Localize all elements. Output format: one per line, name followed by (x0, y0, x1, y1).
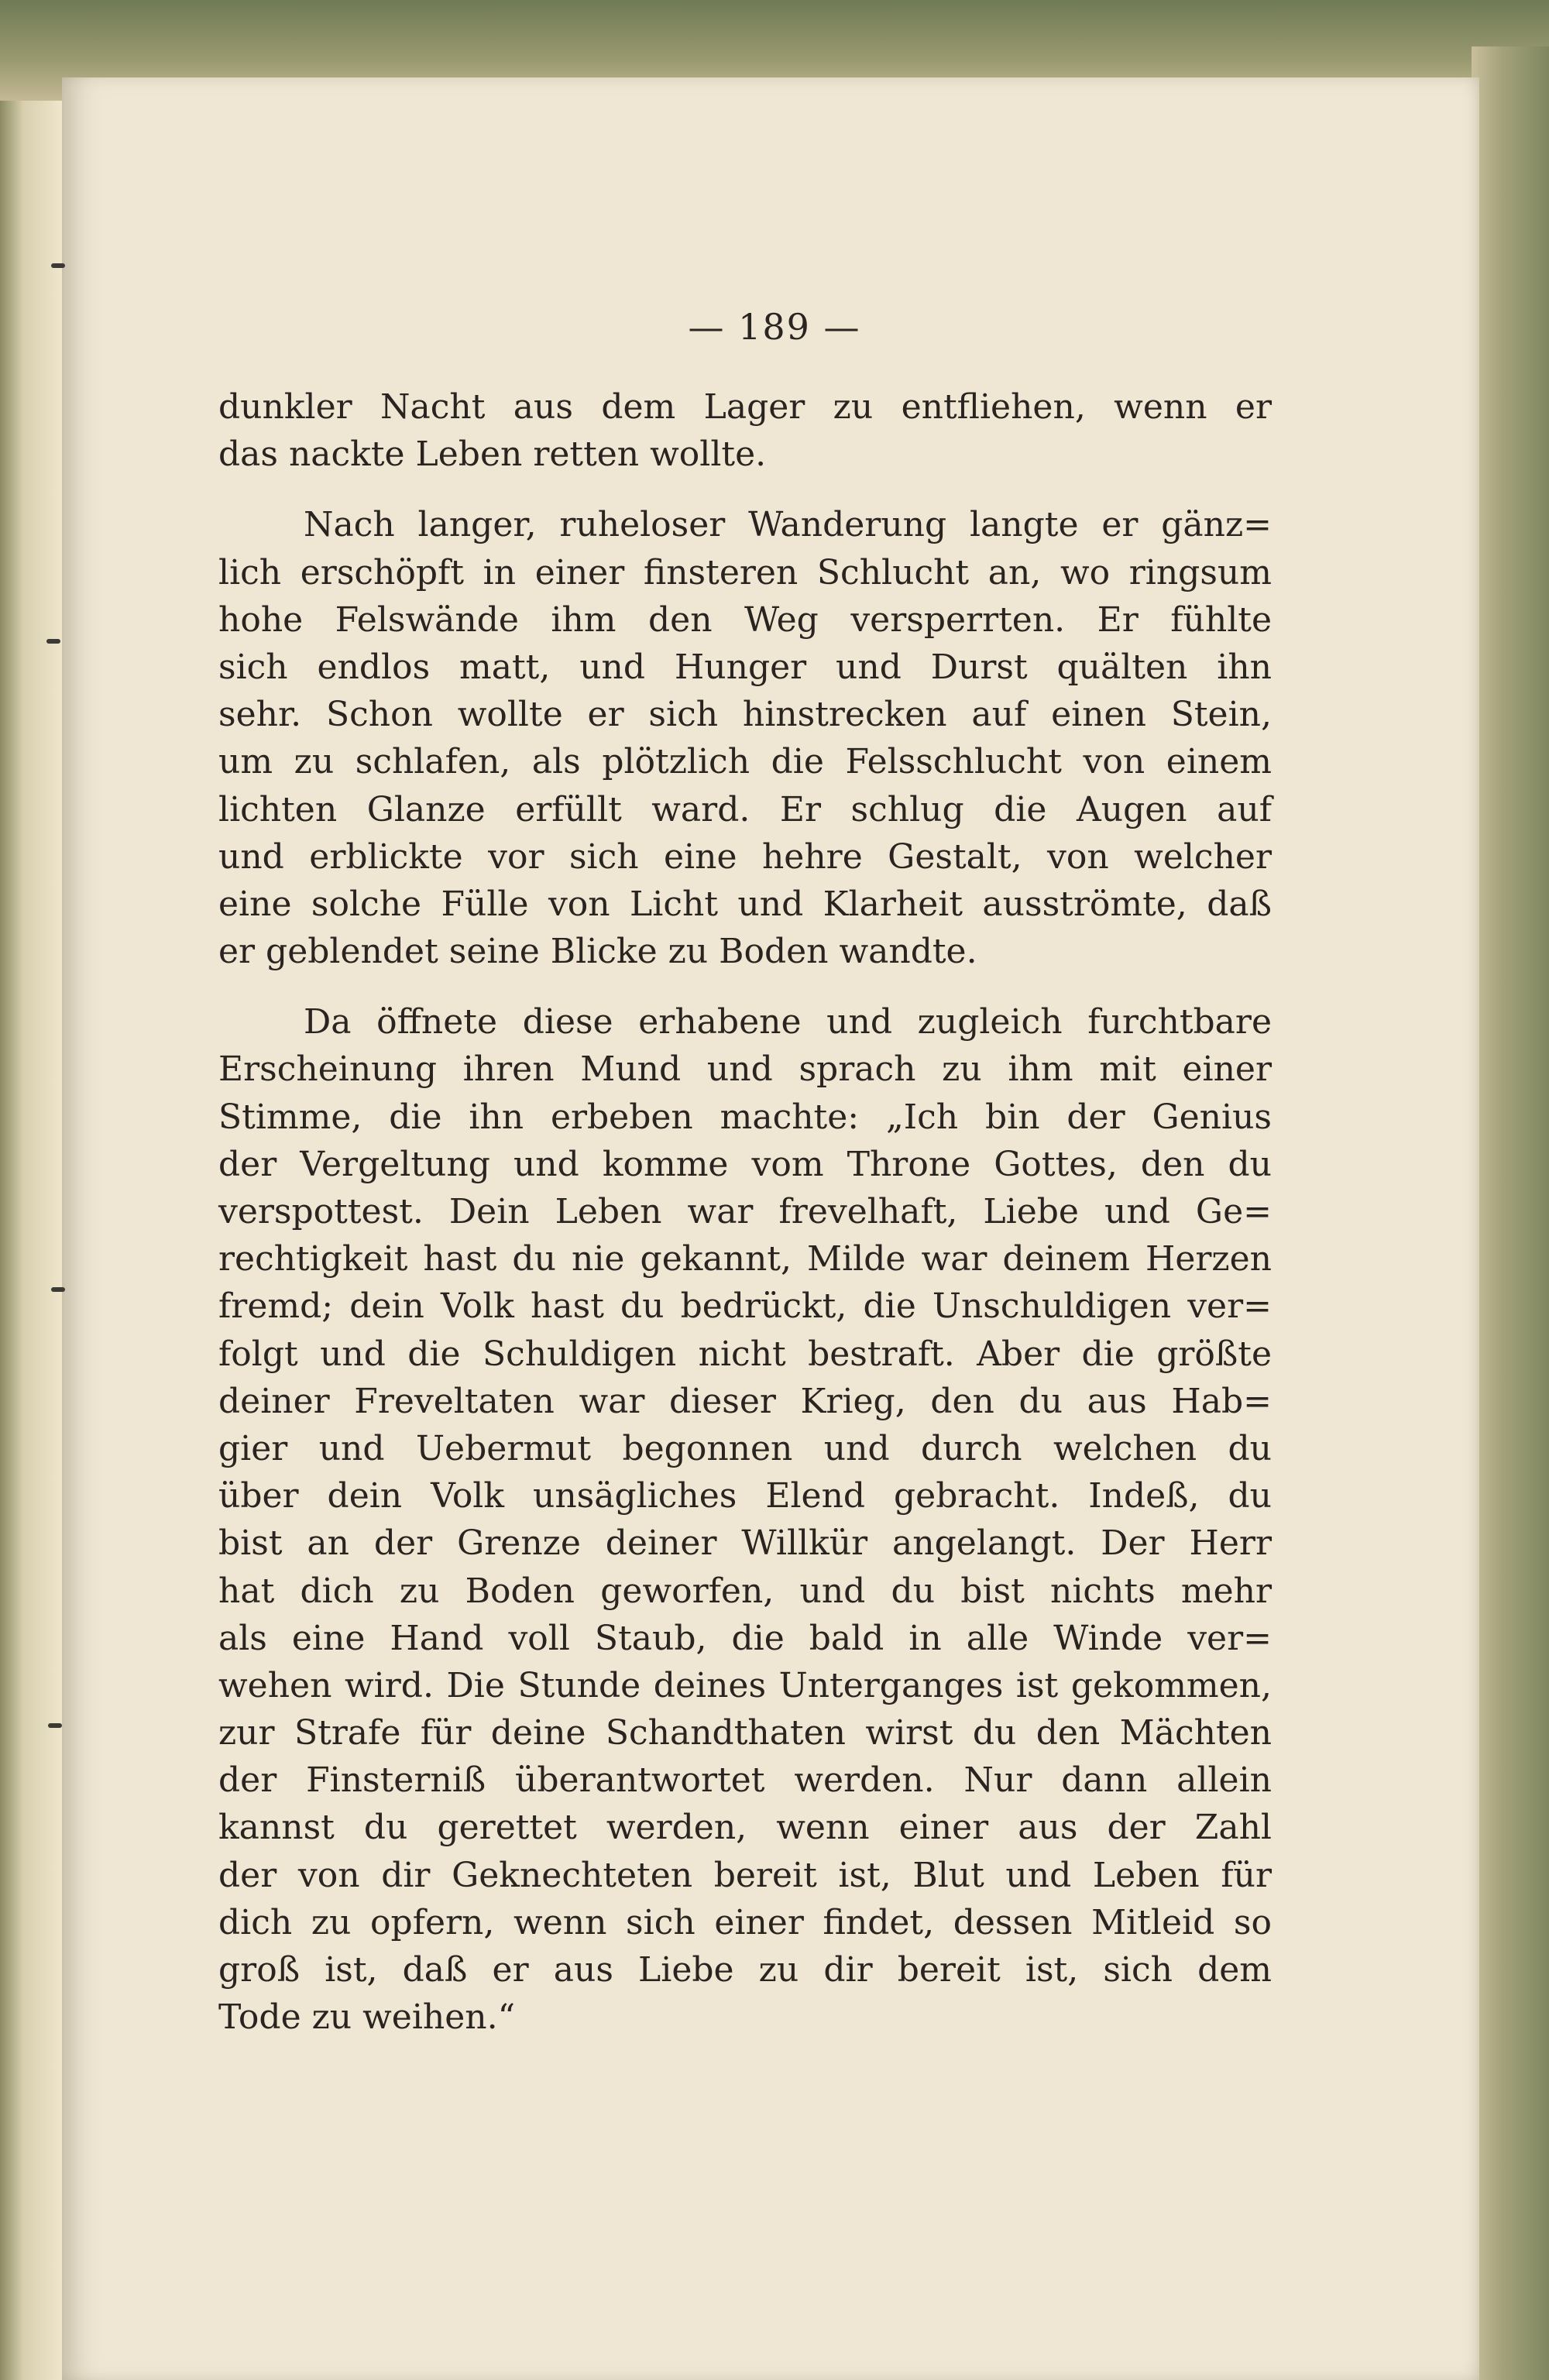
text-line: hohe Felswände ihm den Weg versperrten. Er fühlte (218, 599, 1272, 640)
text-line: Tode zu weihen.“ (218, 1997, 516, 2038)
paragraph-2 (218, 501, 1272, 975)
paragraph-3 (218, 998, 1272, 2041)
text-line: rechtigkeit hast du nie gekannt, Milde war deinem Herzen (218, 1239, 1272, 1279)
text-line: Nach langer, ruheloser Wanderung langte er gänz= (304, 505, 1272, 545)
text-line: der Vergeltung und komme vom Throne Gottes, den du (218, 1144, 1272, 1184)
text-line: Da öffnete diese erhabene und zugleich furchtbare (304, 1002, 1272, 1042)
text-line: wehen wird. Die Stunde deines Unterganges ist gekommen, (218, 1665, 1272, 1705)
text-line: lichten Glanze erfüllt ward. Er schlug die Augen auf (218, 789, 1272, 829)
text-line: deiner Freveltaten war dieser Krieg, den du aus Hab= (218, 1381, 1272, 1421)
page-number: — 189 — (688, 306, 861, 348)
text-line: sehr. Schon wollte er sich hinstrecken auf einen Stein, (218, 695, 1272, 735)
text-line: groß ist, daß er aus Liebe zu dir bereit ist, sich dem (218, 1950, 1272, 1990)
text-line: das nackte Leben retten wollte. (218, 434, 767, 475)
text-line: sich endlos matt, und Hunger und Durst quälten ihn (218, 647, 1272, 687)
body-text (218, 383, 1272, 2041)
text-line: Stimme, die ihn erbeben machte: „Ich bin der Genius (218, 1097, 1272, 1137)
text-line: über dein Volk unsägliches Elend gebracht. Indeß, du (218, 1476, 1272, 1516)
text-line: fremd; dein Volk hast du bedrückt, die Unschuldigen ver= (218, 1286, 1272, 1327)
margin-mark (46, 639, 60, 644)
text-line: er geblendet seine Blicke zu Boden wandte. (218, 932, 977, 972)
text-line: zur Strafe für deine Schandthaten wirst du den Mächten (218, 1713, 1272, 1753)
text-line: lich erschöpft in einer finsteren Schlucht an, wo ringsum (218, 552, 1272, 592)
text-line: kannst du gerettet werden, wenn einer aus der Zahl (218, 1808, 1272, 1848)
text-line: verspottest. Dein Leben war frevelhaft, Liebe und Ge= (218, 1192, 1272, 1231)
book-page-edges (1472, 46, 1549, 2380)
text-line: hat dich zu Boden geworfen, und du bist nichts mehr (218, 1571, 1272, 1611)
text-line: folgt und die Schuldigen nicht bestraft. Aber die größte (218, 1334, 1272, 1374)
text-line: und erblickte vor sich eine hehre Gestalt, von welcher (218, 836, 1272, 877)
margin-mark (51, 1287, 65, 1292)
text-line: als eine Hand voll Staub, die bald in alle Winde ver= (218, 1618, 1272, 1658)
text-line: der Finsterniß überantwortet werden. Nur dann allein (218, 1760, 1272, 1801)
margin-mark (48, 1723, 62, 1728)
text-line: dunkler Nacht aus dem Lager zu entfliehen, wenn er (218, 387, 1272, 427)
text-line: bist an der Grenze deiner Willkür angelangt. Der Herr (218, 1523, 1272, 1564)
text-line: der von dir Geknechteten bereit ist, Blut und Leben für (218, 1855, 1272, 1895)
text-line: gier und Uebermut begonnen und durch welchen du (218, 1428, 1272, 1468)
text-line: eine solche Fülle von Licht und Klarheit ausströmte, daß (218, 884, 1272, 924)
text-line: um zu schlafen, als plötzlich die Felsschlucht von einem (218, 742, 1272, 782)
text-line: dich zu opfern, wenn sich einer findet, dessen Mitleid so (218, 1902, 1272, 1942)
margin-mark (51, 263, 65, 268)
text-line: Erscheinung ihren Mund und sprach zu ihm mit einer (218, 1049, 1272, 1090)
paragraph-1 (218, 383, 1272, 478)
